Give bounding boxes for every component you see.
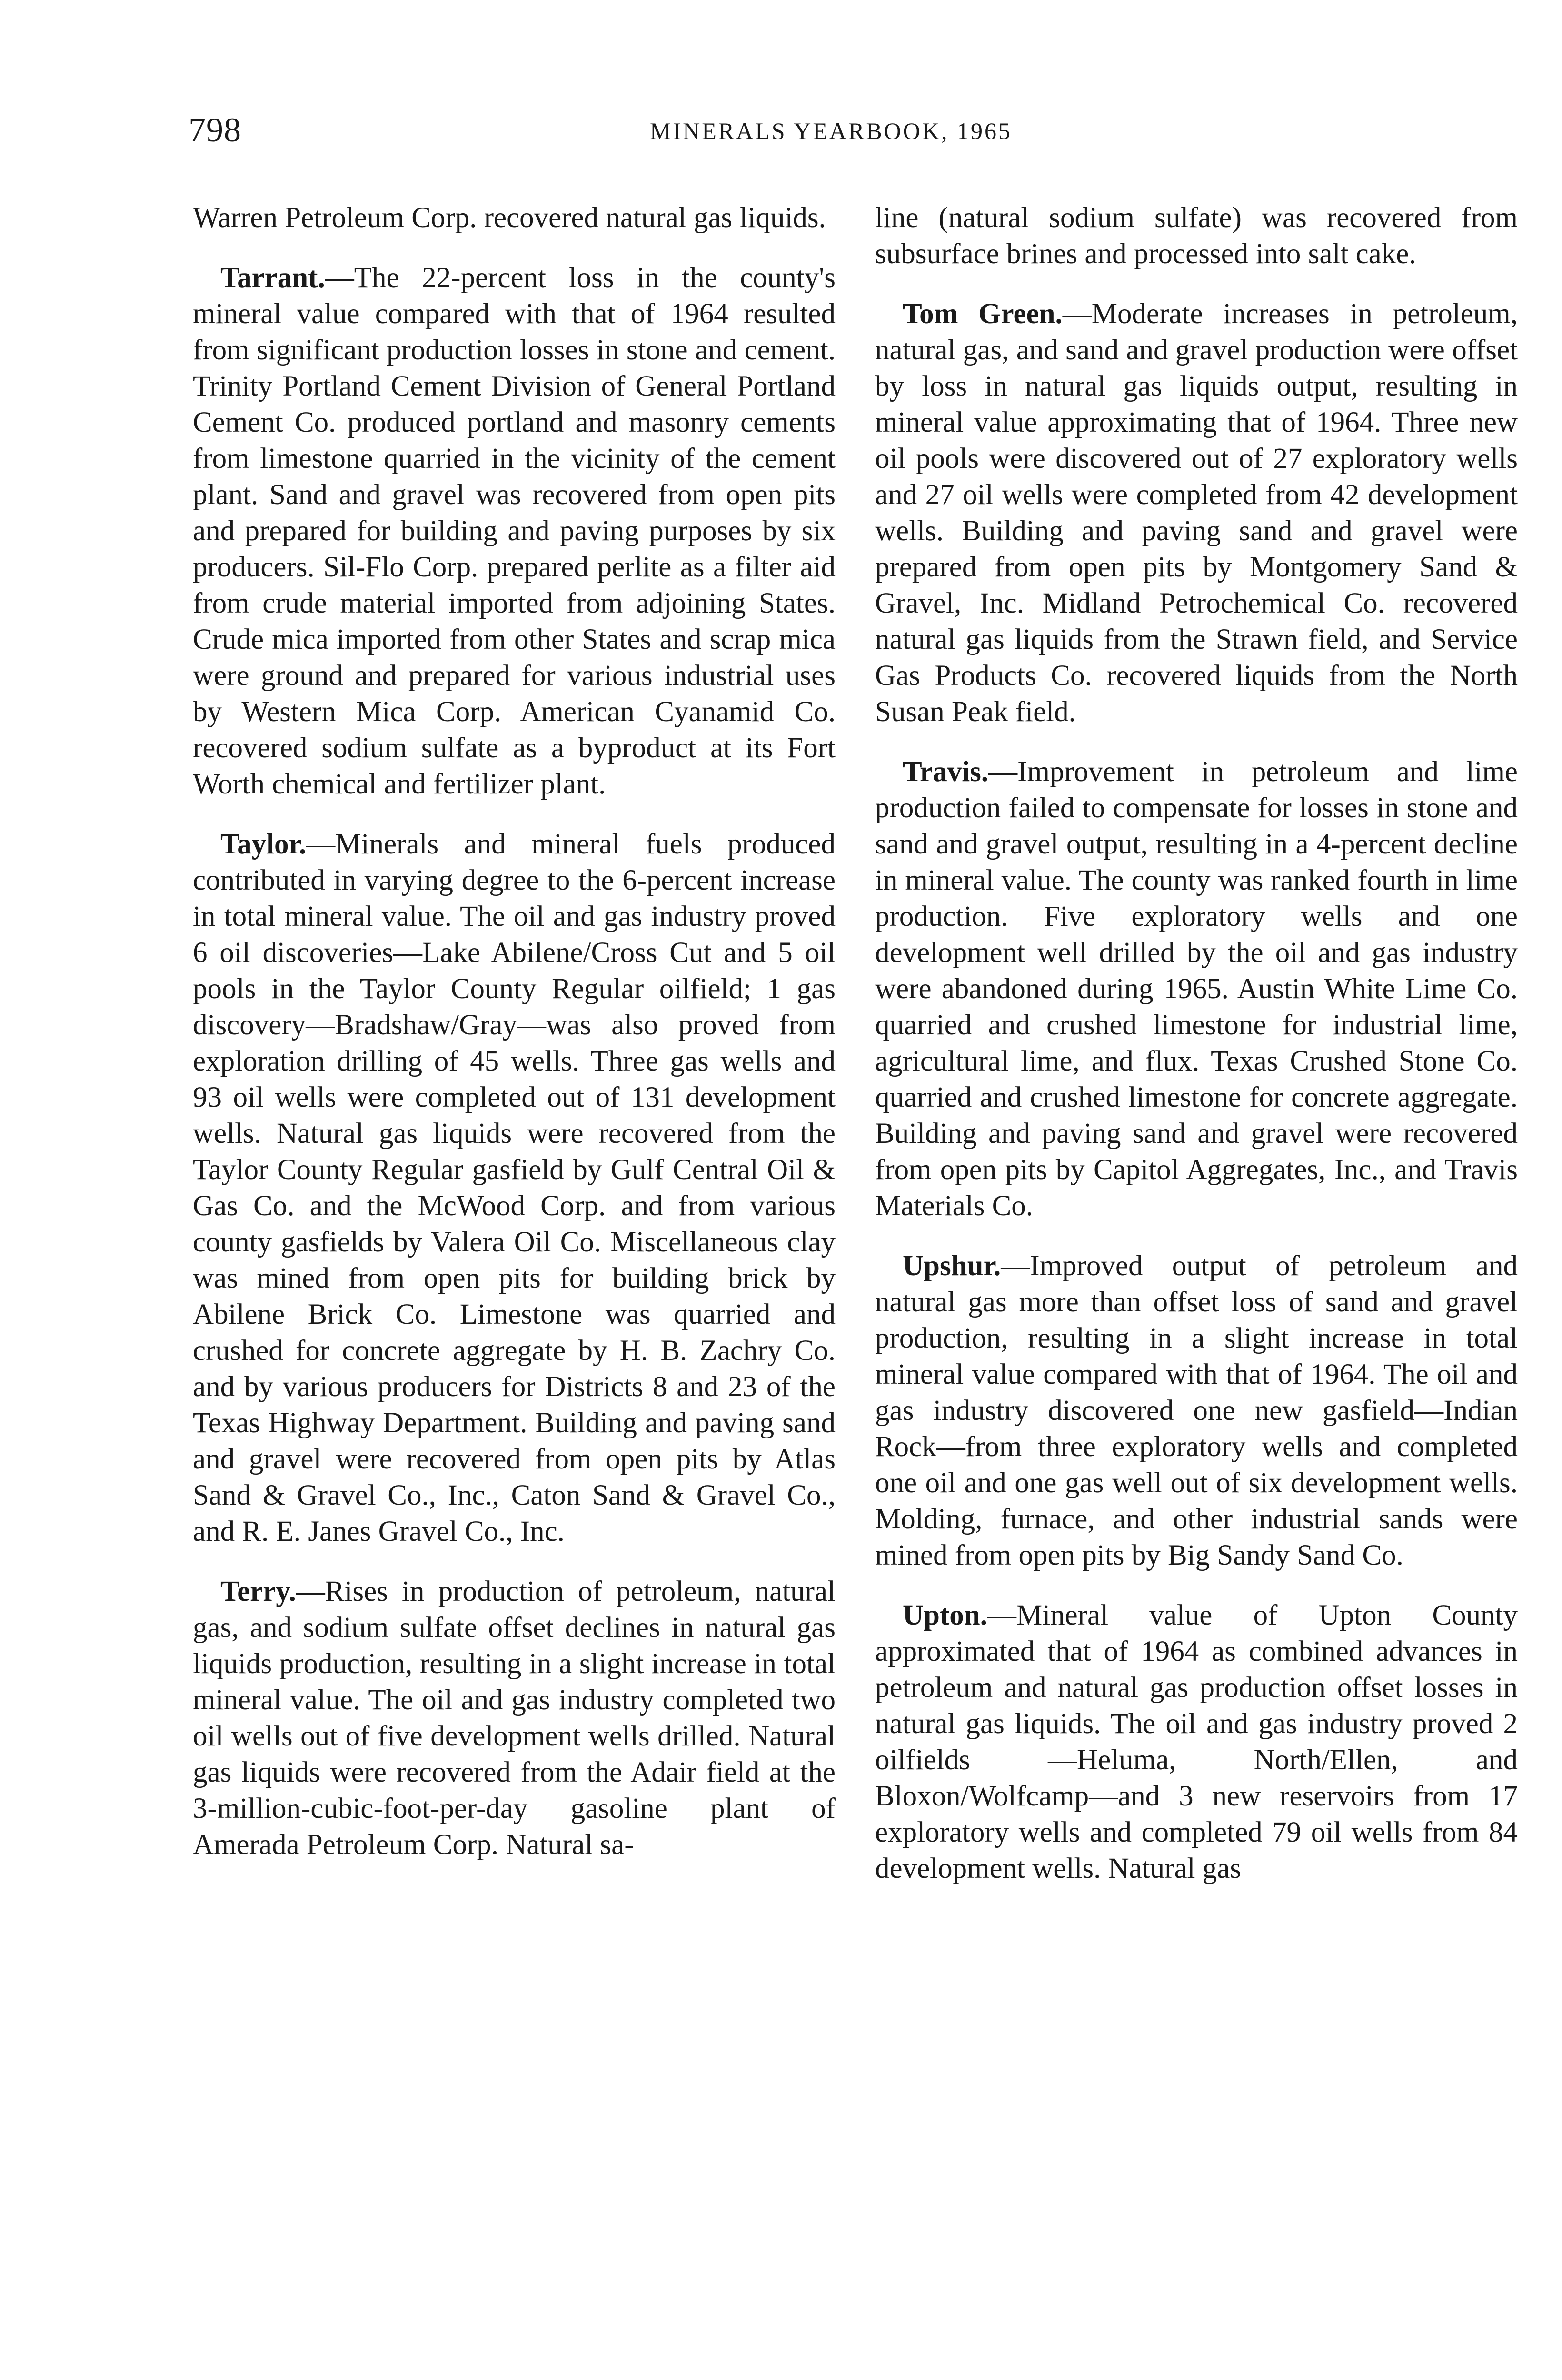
county-heading: Upton.	[903, 1599, 987, 1631]
section-upton	[875, 1597, 1518, 1887]
section-text: —Mineral value of Upton County approximated that of 1964 as combined advances in petroleum and natural gas production offset losses in natural gas liquids. The oil and gas industry proved 2 oilfields —Heluma, North/Ellen, and Bloxon/Wolfcamp—and 3 new reservoirs from 17 exploratory wells and completed 79 oil wells from 84 development wells. Natural gas	[875, 1599, 1518, 1884]
section-travis	[875, 754, 1518, 1224]
continuation-paragraph: Warren Petroleum Corp. recovered natural gas liquids.	[193, 202, 826, 234]
county-heading: Upshur.	[903, 1250, 1001, 1282]
county-heading: Travis.	[903, 756, 989, 788]
section-text: —Improvement in petroleum and lime production failed to compensate for losses in stone and sand and gravel output, resulting in a 4-percent decline in mineral value. The county was ranked fourth in lime production. Five exploratory wells and one development well drilled by the oil and gas industry were abandoned during 1965. Austin White Lime Co. quarried and crushed limestone for industrial lime, agricultural lime, and flux. Texas Crushed Stone Co. quarried and crushed limestone for concrete aggregate. Building and paving sand and gravel were recovered from open pits by Capitol Aggregates, Inc., and Travis Materials Co.	[875, 756, 1518, 1222]
section-upshur	[875, 1248, 1518, 1574]
right-column	[875, 200, 1518, 1911]
county-heading: Terry.	[220, 1576, 296, 1607]
section-taylor	[193, 826, 836, 1550]
county-heading: Tarrant.	[220, 262, 325, 294]
page-number: 798	[189, 111, 241, 149]
county-heading: Tom Green.	[903, 298, 1063, 330]
running-title: MINERALS YEARBOOK, 1965	[650, 118, 1012, 144]
section-tarrant	[193, 260, 836, 803]
section-terry	[193, 1574, 836, 1863]
section-text: —Moderate increases in petroleum, natural gas, and sand and gravel production were offset by loss in natural gas liquids output, resulting in mineral value approximating that of 1964. Three new oil pools were discovered out of 27 exploratory wells and 27 oil wells were completed from 42 development wells. Building and paving sand and gravel were prepared from open pits by Montgomery Sand & Gravel, Inc. Midland Petrochemical Co. recovered natural gas liquids from the Strawn field, and Service Gas Products Co. recovered liquids from the North Susan Peak field.	[875, 298, 1518, 728]
continuation-paragraph: line (natural sodium sulfate) was recovered from subsurface brines and processed into salt cake.	[875, 202, 1518, 270]
section-text: —Minerals and mineral fuels produced contributed in varying degree to the 6-percent increase in total mineral value. The oil and gas industry proved 6 oil discoveries—Lake Abilene/Cross Cut and 5 oil pools in the Taylor County Regular oilfield; 1 gas discovery—Bradshaw/Gray—was also proved from exploration drilling of 45 wells. Three gas wells and 93 oil wells were completed out of 131 development wells. Natural gas liquids were recovered from the Taylor County Regular gasfield by Gulf Central Oil & Gas Co. and the McWood Corp. and from various county gasfields by Valera Oil Co. Miscellaneous clay was mined from open pits for building brick by Abilene Brick Co. Limestone was quarried and crushed for concrete aggregate by H. B. Zachry Co. and by various producers for Districts 8 and 23 of the Texas Highway Department. Building and paving sand and gravel were recovered from open pits by Atlas Sand & Gravel Co., Inc., Caton Sand & Gravel Co., and R. E. Janes Gravel Co., Inc.	[193, 828, 836, 1547]
section-tom-green	[875, 296, 1518, 730]
section-text: —Improved output of petroleum and natural gas more than offset loss of sand and gravel production, resulting in a slight increase in total mineral value compared with that of 1964. The oil and gas industry discovered one new gasfield—Indian Rock—from three exploratory wells and completed one oil and one gas well out of six development wells. Molding, furnace, and other industrial sands were mined from open pits by Big Sandy Sand Co.	[875, 1250, 1518, 1571]
section-text: —Rises in production of petroleum, natural gas, and sodium sulfate offset declines in natural gas liquids production, resulting in a slight increase in total mineral value. The oil and gas industry completed two oil wells out of five development wells drilled. Natural gas liquids were recovered from the Adair field at the 3-million-cubic-foot-per-day gasoline plant of Amerada Petroleum Corp. Natural sa-	[193, 1576, 836, 1861]
section-text: —The 22-percent loss in the county's mineral value compared with that of 1964 resulted from significant production losses in stone and cement. Trinity Portland Cement Division of General Portland Cement Co. produced portland and masonry cements from limestone quarried in the vicinity of the cement plant. Sand and gravel was recovered from open pits and prepared for building and paving purposes by six producers. Sil-Flo Corp. prepared perlite as a filter aid from crude material imported from adjoining States. Crude mica imported from other States and scrap mica were ground and prepared for various industrial uses by Western Mica Corp. American Cyanamid Co. recovered sodium sulfate as a byproduct at its Fort Worth chemical and fertilizer plant.	[193, 262, 836, 800]
left-column	[193, 200, 836, 1887]
county-heading: Taylor.	[220, 828, 307, 860]
